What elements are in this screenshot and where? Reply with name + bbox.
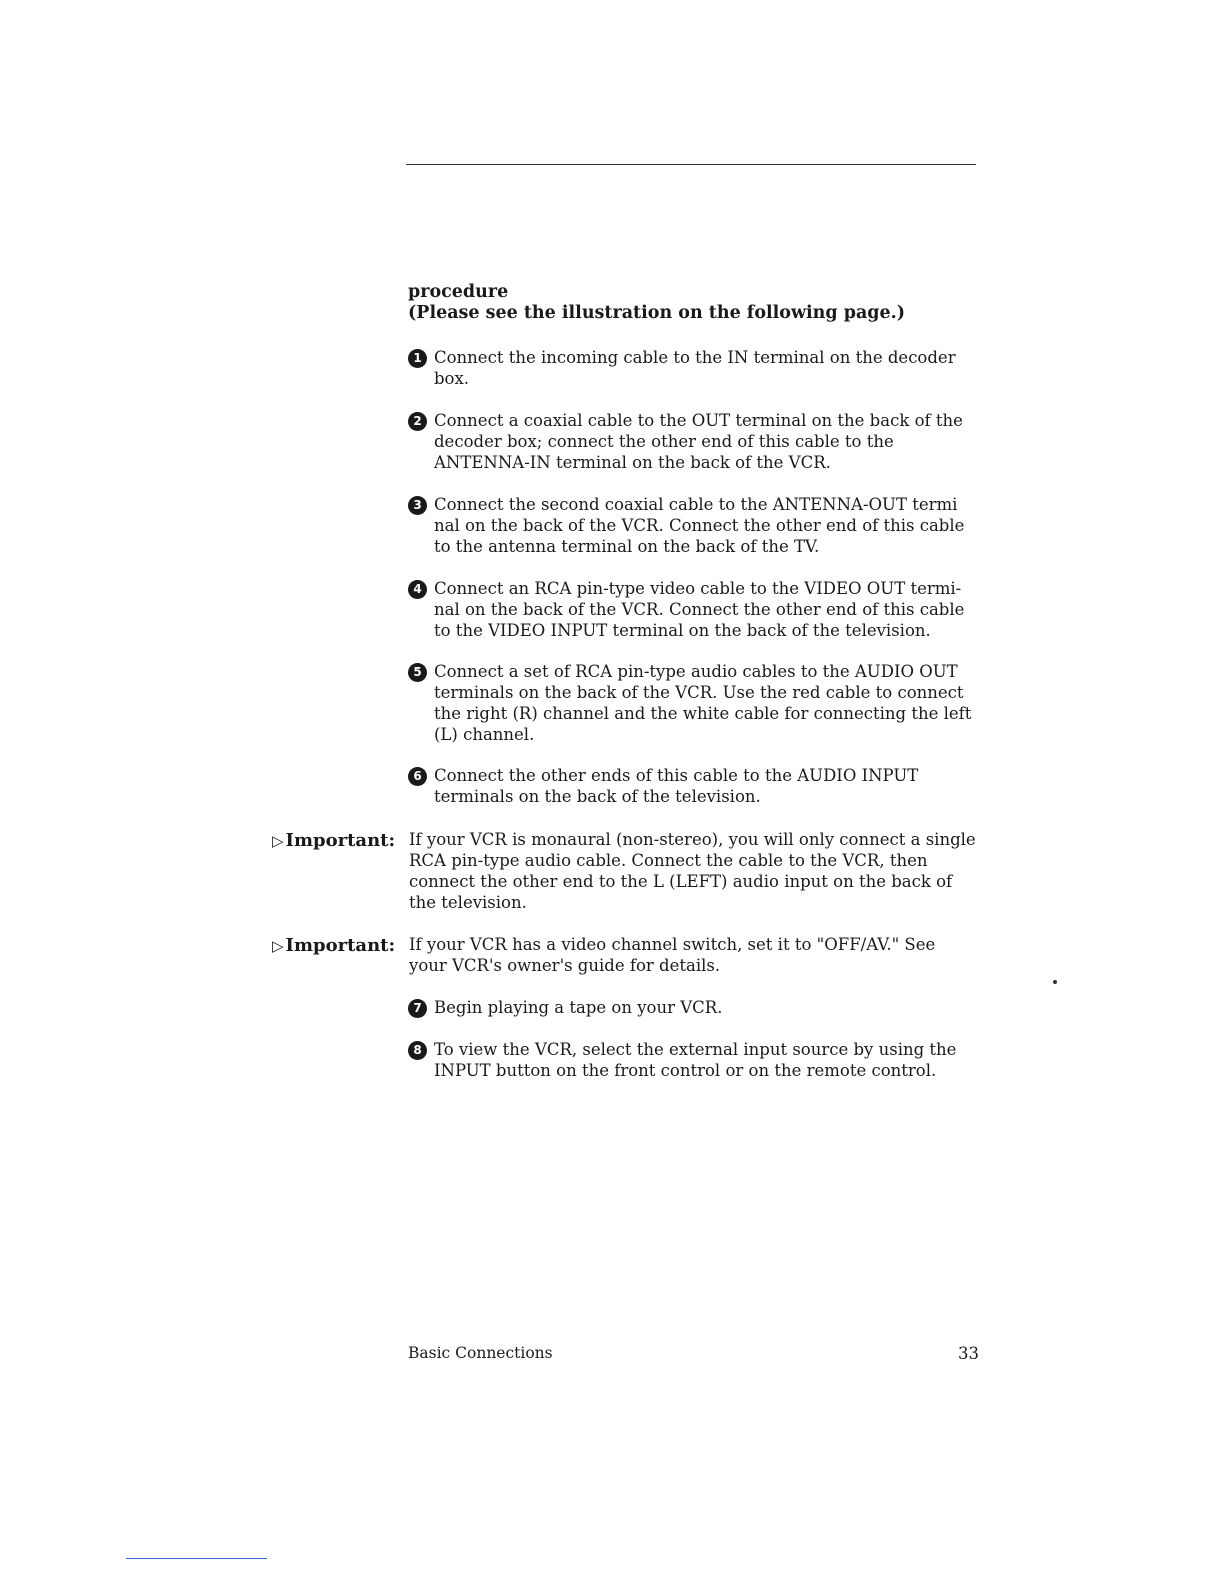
step-line: decoder box; connect the other end of this cable to the [434,432,894,451]
step-7 [408,997,978,1018]
procedure-heading [408,282,1008,324]
important-body [409,829,992,913]
step-1 [408,347,978,389]
step-line: Connect the incoming cable to the IN terminal on the decoder [434,348,956,367]
note-line: the television. [409,893,527,912]
step-line: (L) channel. [434,725,535,744]
important-label-text: Important: [285,830,396,851]
step-text [434,1039,978,1081]
step-text [434,410,978,473]
step-text [434,347,978,389]
important-label [272,830,395,852]
step-line: nal on the back of the VCR. Connect the other end of this cable [434,600,965,619]
heading-title: procedure [408,282,509,302]
step-line: Connect the other ends of this cable to the AUDIO INPUT [434,766,919,785]
step-number-icon: 7 [408,999,427,1018]
step-line: terminals on the back of the television. [434,787,761,806]
step-line: terminals on the back of the VCR. Use the red cable to connect [434,683,964,702]
note-line: connect the other end to the L (LEFT) audio input on the back of [409,872,953,891]
footer-page-number: 33 [958,1344,979,1363]
note-line: If your VCR is monaural (non-stereo), you will only connect a single [409,830,976,849]
step-line: to the VIDEO INPUT terminal on the back of the television. [434,621,931,640]
step-5 [408,661,978,745]
note-line: your VCR's owner's guide for details. [409,956,721,975]
important-note-2 [272,934,992,976]
bottom-rule [126,1558,267,1559]
step-8 [408,1039,978,1081]
step-line: Connect a coaxial cable to the OUT terminal on the back of the [434,411,963,430]
step-number-icon: 4 [408,580,427,599]
step-line: box. [434,369,470,388]
important-body [409,934,992,976]
step-number-icon: 6 [408,767,427,786]
step-number-icon: 2 [408,412,427,431]
important-label-text: Important: [285,935,396,956]
step-number-icon: 5 [408,663,427,682]
step-number-icon: 3 [408,496,427,515]
heading-subtitle: (Please see the illustration on the following page.) [408,303,906,323]
step-line: INPUT button on the front control or on the remote control. [434,1061,937,1080]
step-text [434,578,978,641]
step-3 [408,494,978,557]
important-note-1 [272,829,992,913]
note-line: RCA pin-type audio cable. Connect the cable to the VCR, then [409,851,928,870]
note-line: If your VCR has a video channel switch, set it to "OFF/AV." See [409,935,936,954]
step-line: nal on the back of the VCR. Connect the other end of this cable [434,516,965,535]
step-line: To view the VCR, select the external input source by using the [434,1040,957,1059]
triangle-right-icon: ▷ [272,937,284,955]
step-text [434,997,978,1018]
stray-dot [1053,980,1057,984]
step-line: the right (R) channel and the white cable for connecting the left [434,704,972,723]
step-6 [408,765,978,807]
step-2 [408,410,978,473]
step-line: Connect an RCA pin-type video cable to the VIDEO OUT termi- [434,579,962,598]
step-number-icon: 1 [408,349,427,368]
step-4 [408,578,978,641]
step-text [434,494,978,557]
triangle-right-icon: ▷ [272,832,284,850]
top-rule [406,164,976,165]
step-line: Begin playing a tape on your VCR. [434,998,723,1017]
step-line: Connect the second coaxial cable to the ANTENNA-OUT termi [434,495,958,514]
step-text [434,765,978,807]
step-number-icon: 8 [408,1041,427,1060]
step-text [434,661,978,745]
important-label [272,935,395,957]
step-line: to the antenna terminal on the back of the TV. [434,537,820,556]
step-line: Connect a set of RCA pin-type audio cables to the AUDIO OUT [434,662,958,681]
step-line: ANTENNA-IN terminal on the back of the VCR. [434,453,831,472]
footer-section-title: Basic Connections [408,1344,553,1362]
